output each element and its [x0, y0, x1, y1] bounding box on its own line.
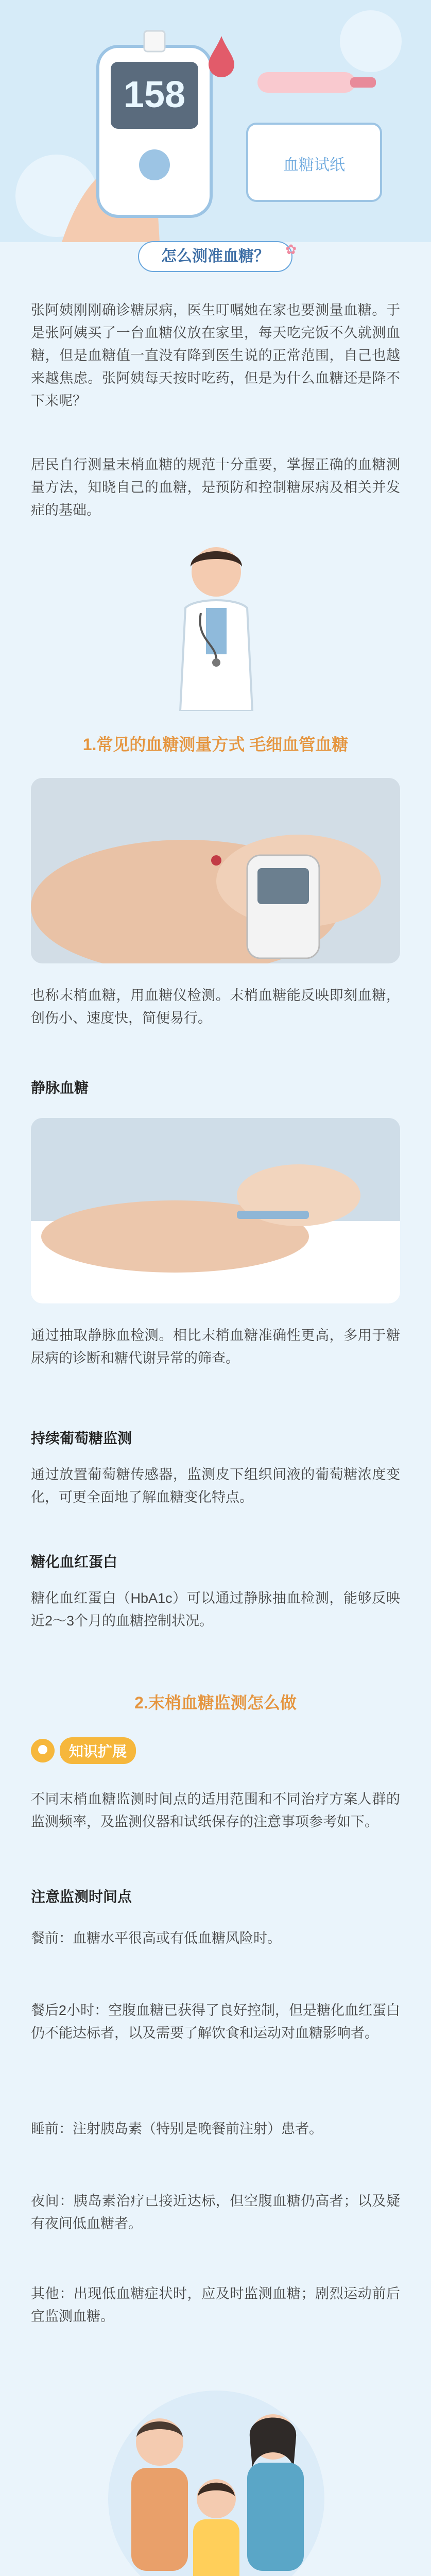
knowledge-badge — [31, 1736, 165, 1765]
strip-box-label: 血糖试纸 — [283, 157, 345, 174]
photo-finger-prick — [31, 778, 400, 963]
section-2-intro: 不同末梢血糖监测时间点的适用范围和不同治疗方案人群的监测频率，及监测仪器和试纸保存的注意事项参考如下。 — [31, 1791, 400, 1829]
timepoint-premeal: 餐前：血糖水平很高或有低血糖风险时。 — [31, 1930, 281, 1946]
cgm-paragraph: 通过放置葡萄糖传感器，监测皮下组织间液的葡萄糖浓度变化，可更全面地了解血糖变化特点。 — [31, 1467, 400, 1505]
venous-blood-photo — [31, 1118, 400, 1303]
lightbulb-icon — [31, 1739, 55, 1762]
sparkle-icon: ✿ — [285, 242, 297, 257]
finger-prick-photo — [31, 778, 400, 963]
hero-illustration — [0, 0, 431, 242]
timepoint-bedtime: 睡前：注射胰岛素（特别是晚餐前注射）患者。 — [31, 2121, 323, 2137]
intro-paragraph-1: 张阿姨刚刚确诊糖尿病，医生叮嘱她在家也要测量血糖。于是张阿姨买了一台血糖仪放在家里，每天吃完饭不久就测血糖，但是血糖值一直没有降到医生说的正常范围，自己也越来越焦虑。张阿姨每天按时吃药，但是为什么血糖还是降不下来呢？ — [31, 302, 400, 409]
venous-paragraph: 通过抽取静脉血检测。相比末梢血糖准确性更高，多用于糖尿病的诊断和糖代谢异常的筛查。 — [31, 1328, 400, 1366]
timepoint-night: 夜间：胰岛素治疗已接近达标，但空腹血糖仍高者；以及疑有夜间低血糖者。 — [31, 2193, 400, 2231]
timepoint-other: 其他：出现低血糖症状时，应及时监测血糖；剧烈运动前后宜监测血糖。 — [31, 2286, 400, 2324]
cgm-subhead: 持续葡萄糖监测 — [31, 1430, 132, 1446]
doctor-illustration — [154, 536, 278, 711]
meter-reading: 158 — [123, 74, 186, 115]
knowledge-badge-label: 知识扩展 — [60, 1737, 136, 1764]
intro-paragraph-2: 居民自行测量末梢血糖的规范十分重要，掌握正确的血糖测量方法，知晓自己的血糖，是预防和控制糖尿病及相关并发症的基础。 — [31, 457, 400, 518]
timepoint-subhead: 注意监测时间点 — [31, 1889, 132, 1905]
glucose-meter-illustration — [0, 0, 431, 242]
section-1-title: 1.常见的血糖测量方式 毛细血管血糖 — [82, 735, 349, 754]
capillary-paragraph: 也称末梢血糖，用血糖仪检测。末梢血糖能反映即刻血糖，创伤小、速度快，简便易行。 — [31, 988, 400, 1026]
venous-subhead: 静脉血糖 — [31, 1080, 89, 1096]
family-illustration — [82, 2380, 350, 2576]
hba1c-subhead: 糖化血红蛋白 — [31, 1554, 118, 1570]
section-2-title: 2.末梢血糖监测怎么做 — [134, 1693, 297, 1712]
page-title-text: 怎么测准血糖？ — [161, 248, 269, 265]
page-title — [138, 241, 297, 272]
hba1c-paragraph: 糖化血红蛋白（HbA1c）可以通过静脉抽血检测，能够反映近2～3个月的血糖控制状况。 — [31, 1590, 400, 1629]
timepoint-postmeal: 餐后2小时：空腹血糖已获得了良好控制，但是糖化血红蛋白仍不能达标者，以及需要了解饮食和运动对血糖影响者。 — [31, 2003, 401, 2041]
photo-venous — [31, 1118, 400, 1303]
